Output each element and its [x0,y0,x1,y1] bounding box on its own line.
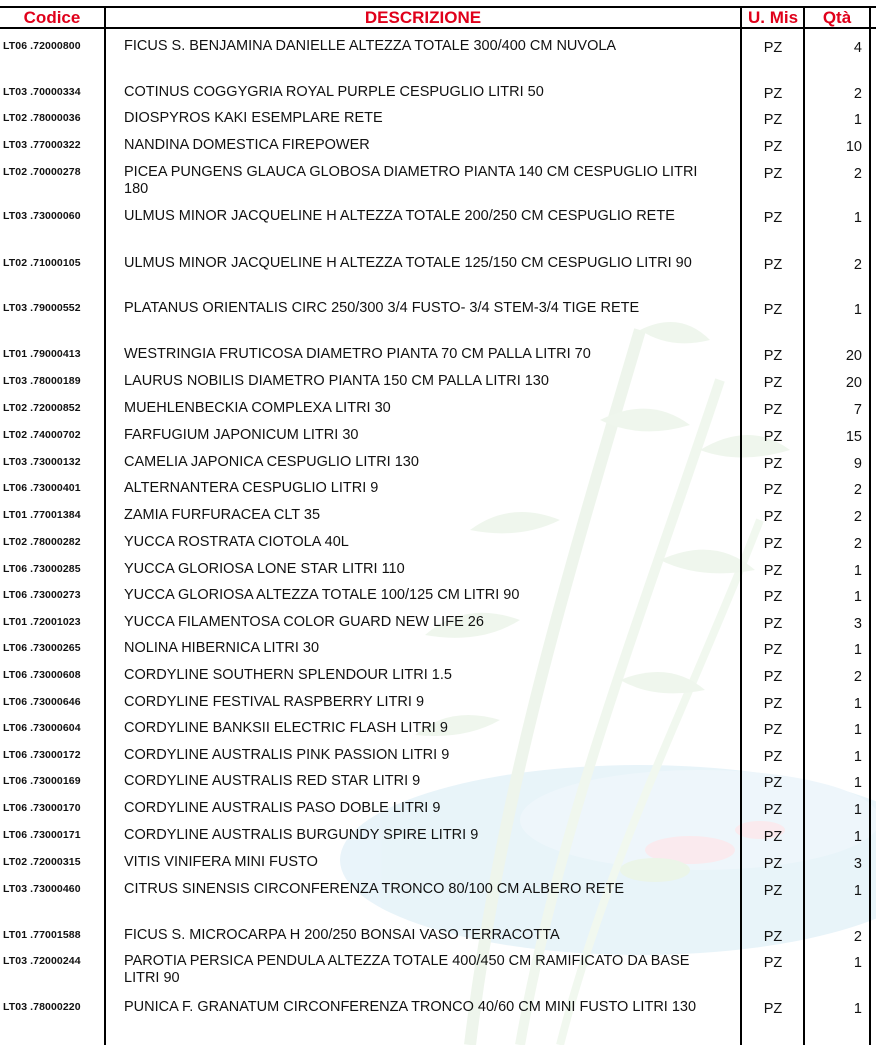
item-quantity: 1 [853,802,862,818]
header-qty: Qtà [822,8,852,27]
item-description: VITIS VINIFERA MINI FUSTO [124,854,318,870]
item-quantity: 2 [853,509,862,525]
item-quantity: 20 [845,348,862,364]
header-description: DESCRIZIONE [364,8,482,27]
item-code: LT06 .73000172 [3,749,81,761]
item-quantity: 2 [853,482,862,498]
item-description: CORDYLINE FESTIVAL RASPBERRY LITRI 9 [124,694,425,710]
item-quantity: 1 [853,883,862,899]
item-description: CORDYLINE AUSTRALIS BURGUNDY SPIRE LITRI 9 [124,827,479,843]
item-unit: PZ [763,696,783,712]
item-unit: PZ [763,302,783,318]
item-quantity: 2 [853,166,862,182]
item-unit: PZ [763,722,783,738]
item-unit: PZ [763,802,783,818]
item-unit: PZ [763,429,783,445]
item-quantity: 7 [853,402,862,418]
item-code: LT06 .73000169 [3,775,81,787]
item-code: LT06 .73000604 [3,722,81,734]
column-divider [104,6,106,1045]
item-code: LT06 .73000171 [3,829,81,841]
item-quantity: 1 [853,1001,862,1017]
item-quantity: 1 [853,589,862,605]
item-unit: PZ [763,536,783,552]
item-quantity: 1 [853,829,862,845]
item-quantity: 2 [853,536,862,552]
item-description: FICUS S. MICROCARPA H 200/250 BONSAI VASO TERRACOTTA [124,927,560,943]
item-description: YUCCA GLORIOSA LONE STAR LITRI 110 [124,561,405,577]
item-quantity: 20 [845,375,862,391]
item-quantity: 9 [853,456,862,472]
item-unit: PZ [763,139,783,155]
item-quantity: 1 [853,775,862,791]
item-code: LT03 .73000460 [3,883,81,895]
item-code: LT01 .77001384 [3,509,81,521]
item-unit: PZ [763,348,783,364]
item-code: LT01 .72001023 [3,616,81,628]
item-description: YUCCA GLORIOSA ALTEZZA TOTALE 100/125 CM LITRI 90 [124,587,520,603]
item-code: LT03 .72000244 [3,955,81,967]
item-description: PUNICA F. GRANATUM CIRCONFERENZA TRONCO 40/60 CM MINI FUSTO LITRI 130 [124,999,697,1015]
header-code: Codice [23,8,81,27]
item-code: LT02 .78000282 [3,536,81,548]
item-quantity: 15 [845,429,862,445]
item-quantity: 2 [853,929,862,945]
item-unit: PZ [763,375,783,391]
item-description: CORDYLINE SOUTHERN SPLENDOUR LITRI 1.5 [124,667,452,683]
item-code: LT06 .72000800 [3,40,81,52]
item-quantity: 3 [853,856,862,872]
item-unit: PZ [763,402,783,418]
item-unit: PZ [763,669,783,685]
header-bottom-rule [0,27,876,29]
item-description: YUCCA FILAMENTOSA COLOR GUARD NEW LIFE 26 [124,614,484,630]
item-code: LT02 .72000852 [3,402,81,414]
item-unit: PZ [763,1001,783,1017]
item-description: ULMUS MINOR JACQUELINE H ALTEZZA TOTALE 125/150 CM CESPUGLIO LITRI 90 [124,255,692,271]
item-unit: PZ [763,40,783,56]
item-unit: PZ [763,856,783,872]
column-divider [869,6,871,1045]
item-code: LT06 .73000170 [3,802,81,814]
item-description: CORDYLINE AUSTRALIS PASO DOBLE LITRI 9 [124,800,441,816]
item-code: LT03 .79000552 [3,302,81,314]
item-description: YUCCA ROSTRATA CIOTOLA 40L [124,534,349,550]
item-description: CAMELIA JAPONICA CESPUGLIO LITRI 130 [124,454,419,470]
item-code: LT03 .77000322 [3,139,81,151]
item-unit: PZ [763,929,783,945]
item-description: CORDYLINE BANKSII ELECTRIC FLASH LITRI 9 [124,720,448,736]
item-quantity: 4 [853,40,862,56]
item-quantity: 1 [853,112,862,128]
item-quantity: 2 [853,257,862,273]
item-description: WESTRINGIA FRUTICOSA DIAMETRO PIANTA 70 CM PALLA LITRI 70 [124,346,591,362]
item-code: LT01 .79000413 [3,348,81,360]
item-quantity: 2 [853,86,862,102]
item-quantity: 2 [853,669,862,685]
item-description: PICEA PUNGENS GLAUCA GLOBOSA DIAMETRO PIANTA 140 CM CESPUGLIO LITRI 180 [124,164,698,197]
item-description: DIOSPYROS KAKI ESEMPLARE RETE [124,110,383,126]
item-unit: PZ [763,210,783,226]
item-code: LT06 .73000285 [3,563,81,575]
item-unit: PZ [763,883,783,899]
item-description: MUEHLENBECKIA COMPLEXA LITRI 30 [124,400,391,416]
item-unit: PZ [763,257,783,273]
item-quantity: 1 [853,955,862,971]
item-quantity: 1 [853,642,862,658]
item-code: LT03 .73000060 [3,210,81,222]
item-description: CORDYLINE AUSTRALIS RED STAR LITRI 9 [124,773,421,789]
item-description: FARFUGIUM JAPONICUM LITRI 30 [124,427,359,443]
item-description: LAURUS NOBILIS DIAMETRO PIANTA 150 CM PALLA LITRI 130 [124,373,549,389]
item-code: LT06 .73000401 [3,482,81,494]
item-unit: PZ [763,166,783,182]
item-code: LT03 .78000220 [3,1001,81,1013]
item-unit: PZ [763,642,783,658]
item-description: NOLINA HIBERNICA LITRI 30 [124,640,320,656]
item-quantity: 1 [853,696,862,712]
item-unit: PZ [763,563,783,579]
item-code: LT06 .73000646 [3,696,81,708]
item-quantity: 1 [853,210,862,226]
item-code: LT03 .78000189 [3,375,81,387]
item-code: LT02 .70000278 [3,166,81,178]
item-code: LT02 .74000702 [3,429,81,441]
item-unit: PZ [763,456,783,472]
item-code: LT02 .71000105 [3,257,81,269]
item-unit: PZ [763,616,783,632]
item-description: PLATANUS ORIENTALIS CIRC 250/300 3/4 FUSTO- 3/4 STEM-3/4 TIGE RETE [124,300,640,316]
item-description: CITRUS SINENSIS CIRCONFERENZA TRONCO 80/100 CM ALBERO RETE [124,881,625,897]
item-code: LT06 .73000265 [3,642,81,654]
item-description: FICUS S. BENJAMINA DANIELLE ALTEZZA TOTALE 300/400 CM NUVOLA [124,38,617,54]
item-quantity: 1 [853,302,862,318]
item-description: PAROTIA PERSICA PENDULA ALTEZZA TOTALE 400/450 CM RAMIFICATO DA BASE LITRI 90 [124,953,690,986]
item-unit: PZ [763,112,783,128]
item-code: LT03 .70000334 [3,86,81,98]
item-description: ZAMIA FURFURACEA CLT 35 [124,507,321,523]
item-code: LT02 .72000315 [3,856,81,868]
item-quantity: 3 [853,616,862,632]
item-quantity: 10 [845,139,862,155]
item-unit: PZ [763,482,783,498]
item-unit: PZ [763,829,783,845]
item-unit: PZ [763,589,783,605]
item-unit: PZ [763,775,783,791]
item-code: LT06 .73000608 [3,669,81,681]
item-description: ULMUS MINOR JACQUELINE H ALTEZZA TOTALE 200/250 CM CESPUGLIO RETE [124,208,675,224]
item-unit: PZ [763,86,783,102]
item-unit: PZ [763,749,783,765]
item-quantity: 1 [853,563,862,579]
item-code: LT02 .78000036 [3,112,81,124]
item-description: ALTERNANTERA CESPUGLIO LITRI 9 [124,480,379,496]
item-code: LT06 .73000273 [3,589,81,601]
header-unit: U. Mis [747,8,799,27]
item-description: COTINUS COGGYGRIA ROYAL PURPLE CESPUGLIO LITRI 50 [124,84,544,100]
item-code: LT01 .77001588 [3,929,81,941]
item-quantity: 1 [853,749,862,765]
item-unit: PZ [763,955,783,971]
item-code: LT03 .73000132 [3,456,81,468]
item-quantity: 1 [853,722,862,738]
item-unit: PZ [763,509,783,525]
item-description: NANDINA DOMESTICA FIREPOWER [124,137,370,153]
item-description: CORDYLINE AUSTRALIS PINK PASSION LITRI 9 [124,747,450,763]
